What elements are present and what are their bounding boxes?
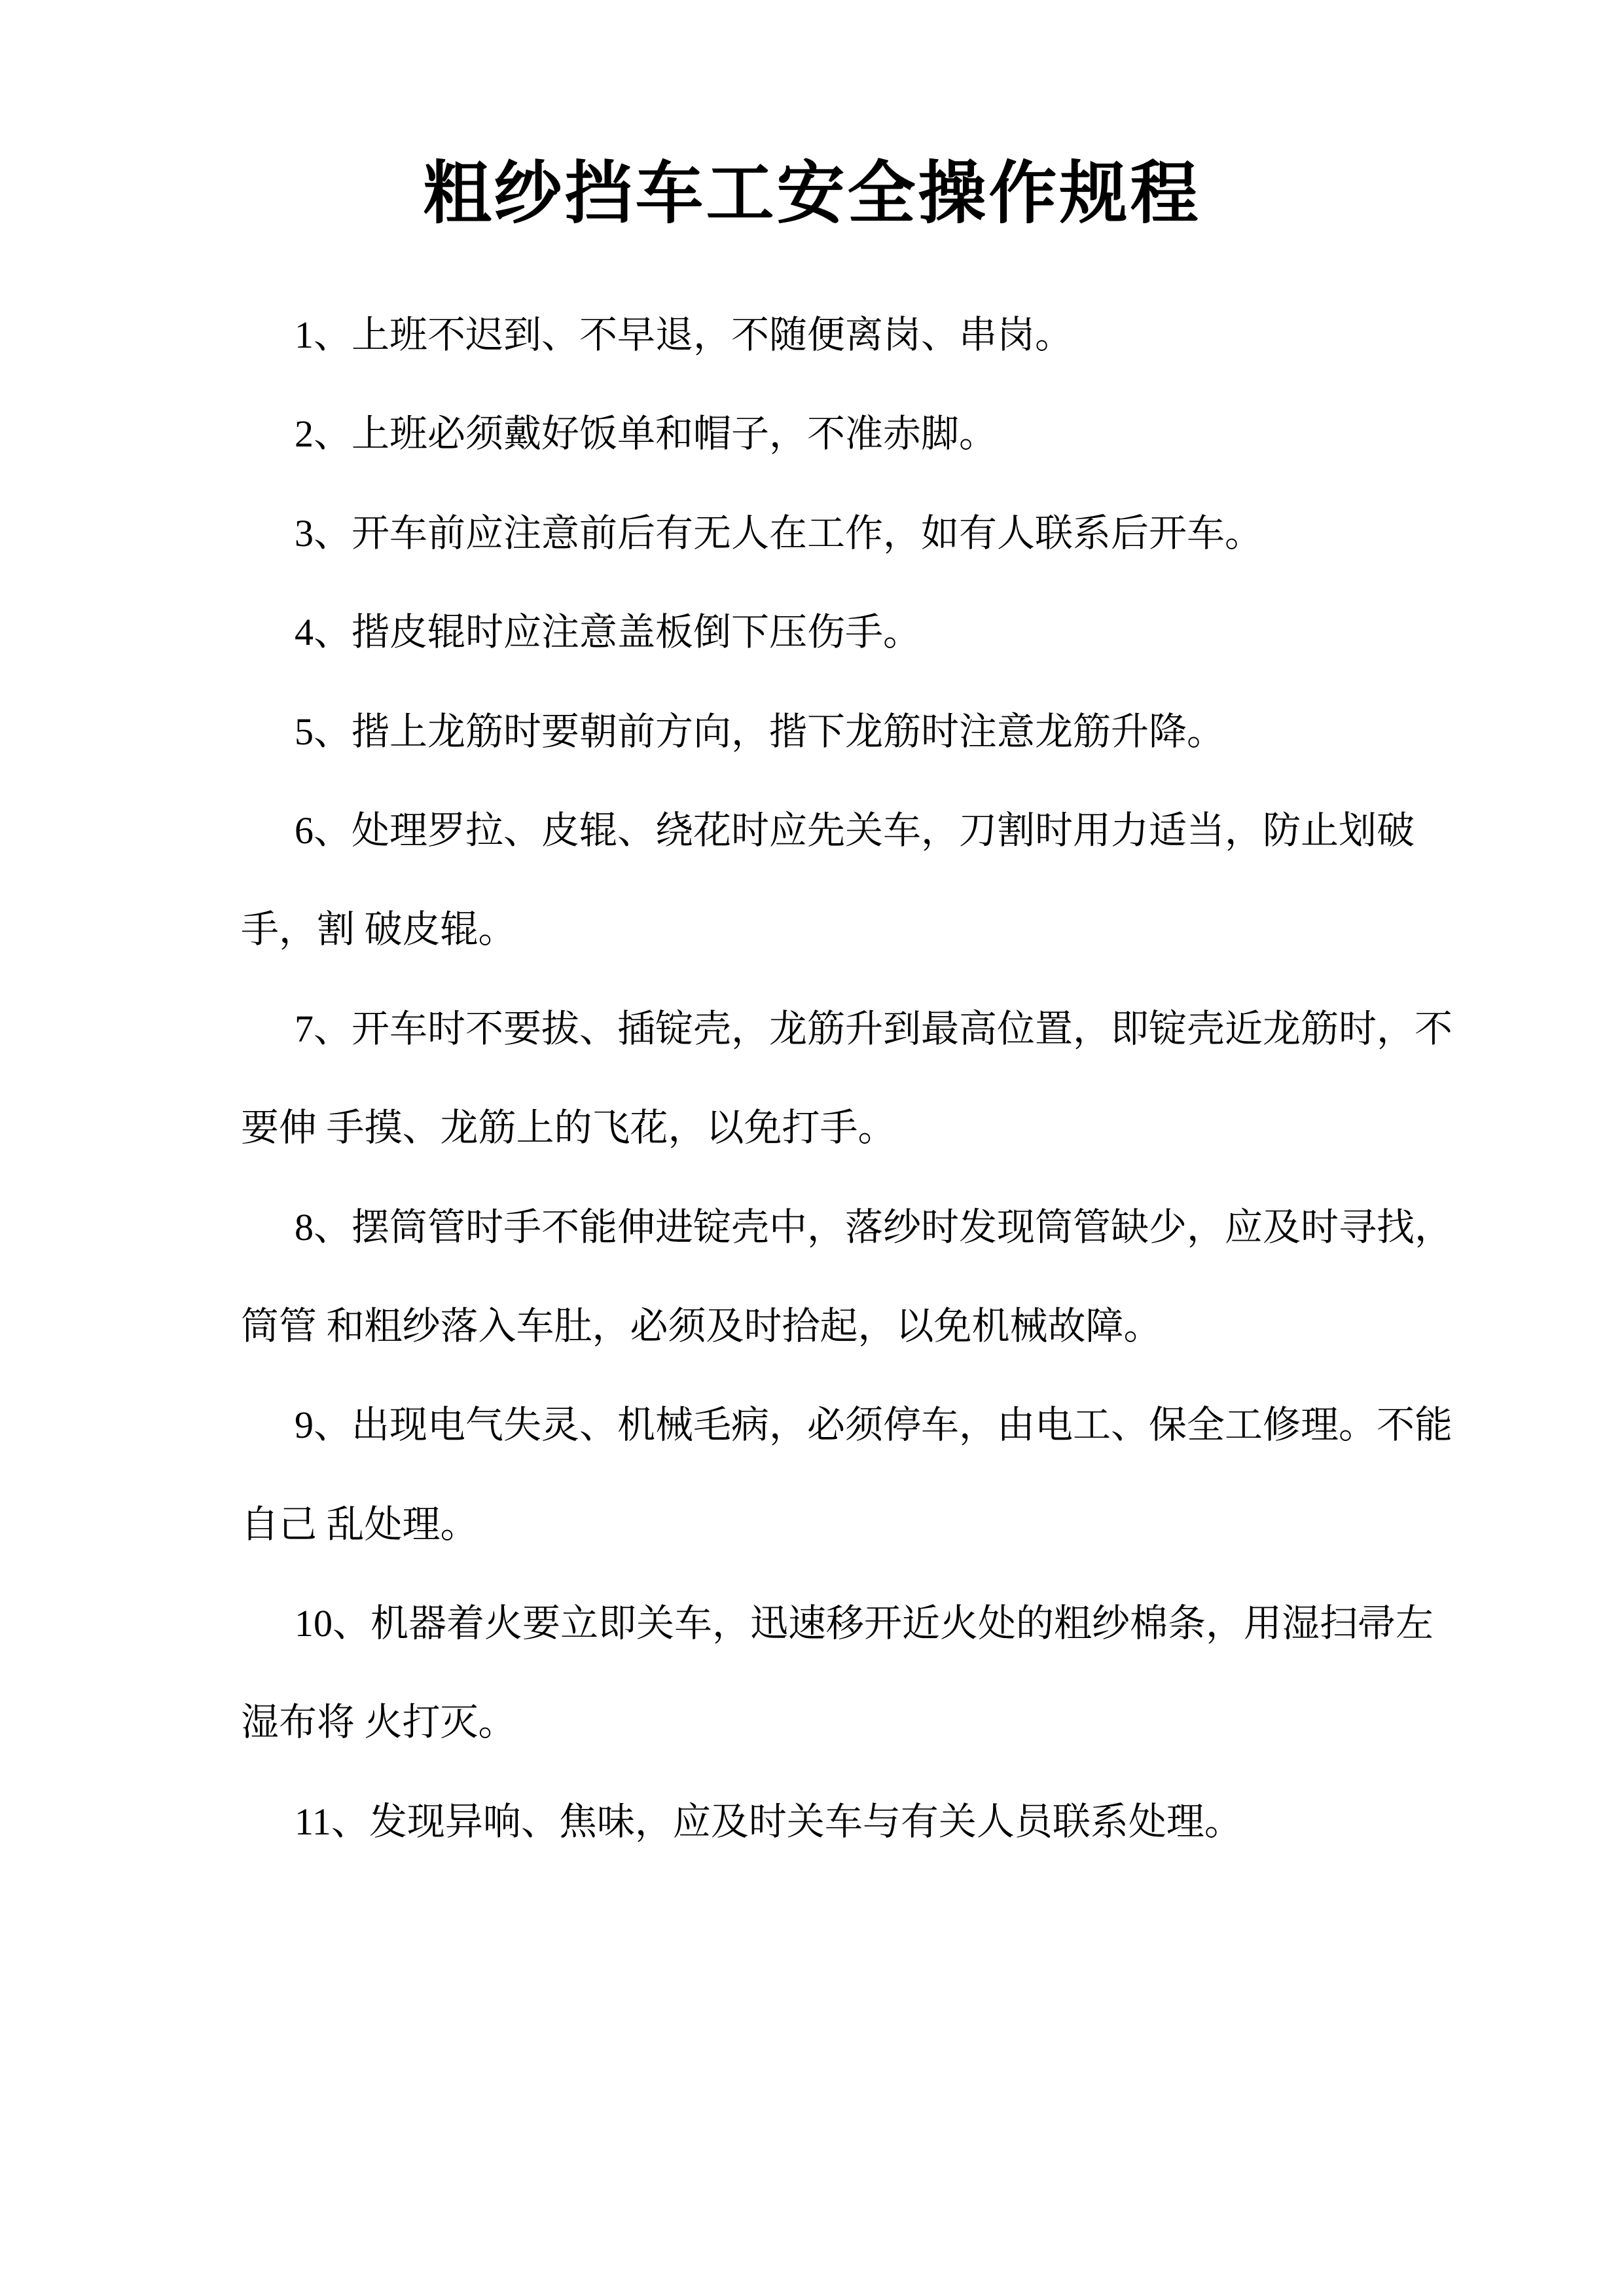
list-item-7-cont: 要伸 手摸、龙筋上的飞花，以免打手。	[241, 1106, 896, 1150]
list-item-6-cont: 手，割 破皮辊。	[241, 908, 516, 951]
list-item-9: 9、出现电气失灵、机械毛病，必须停车，由电工、保全工修理。不能	[295, 1404, 1453, 1447]
list-item-1: 1、上班不迟到、不早退，不随便离岗、串岗。	[295, 314, 1074, 356]
list-item-10: 10、机器着火要立即关车，迅速移开近火处的粗纱棉条，用湿扫帚左	[295, 1602, 1434, 1645]
list-item-10-cont: 湿布将 火打灭。	[241, 1701, 516, 1744]
document-title: 粗纱挡车工安全操作规程	[423, 156, 1201, 232]
list-item-11: 11、发现异响、焦味，应及时关车与有关人员联系处理。	[295, 1800, 1242, 1843]
list-item-2: 2、上班必须戴好饭单和帽子，不准赤脚。	[295, 412, 998, 456]
list-item-4: 4、揩皮辊时应注意盖板倒下压伤手。	[295, 611, 922, 654]
list-item-9-cont: 自己 乱处理。	[241, 1503, 478, 1546]
list-item-8-cont: 筒管 和粗纱落入车肚，必须及时拾起，以免机械故障。	[241, 1304, 1162, 1347]
list-item-5: 5、揩上龙筋时要朝前方向，揩下龙筋时注意龙筋升降。	[295, 710, 1225, 753]
list-item-8: 8、摆筒管时手不能伸进锭壳中，落纱时发现筒管缺少，应及时寻找，	[295, 1205, 1453, 1248]
list-item-7: 7、开车时不要拔、插锭壳，龙筋升到最高位置，即锭壳近龙筋时，不	[295, 1007, 1453, 1050]
list-item-3: 3、开车前应注意前后有无人在工作，如有人联系后开车。	[295, 511, 1263, 555]
list-item-6: 6、处理罗拉、皮辊、绕花时应先关车，刀割时用力适当，防止划破	[295, 809, 1415, 852]
document-body	[241, 285, 1467, 1871]
